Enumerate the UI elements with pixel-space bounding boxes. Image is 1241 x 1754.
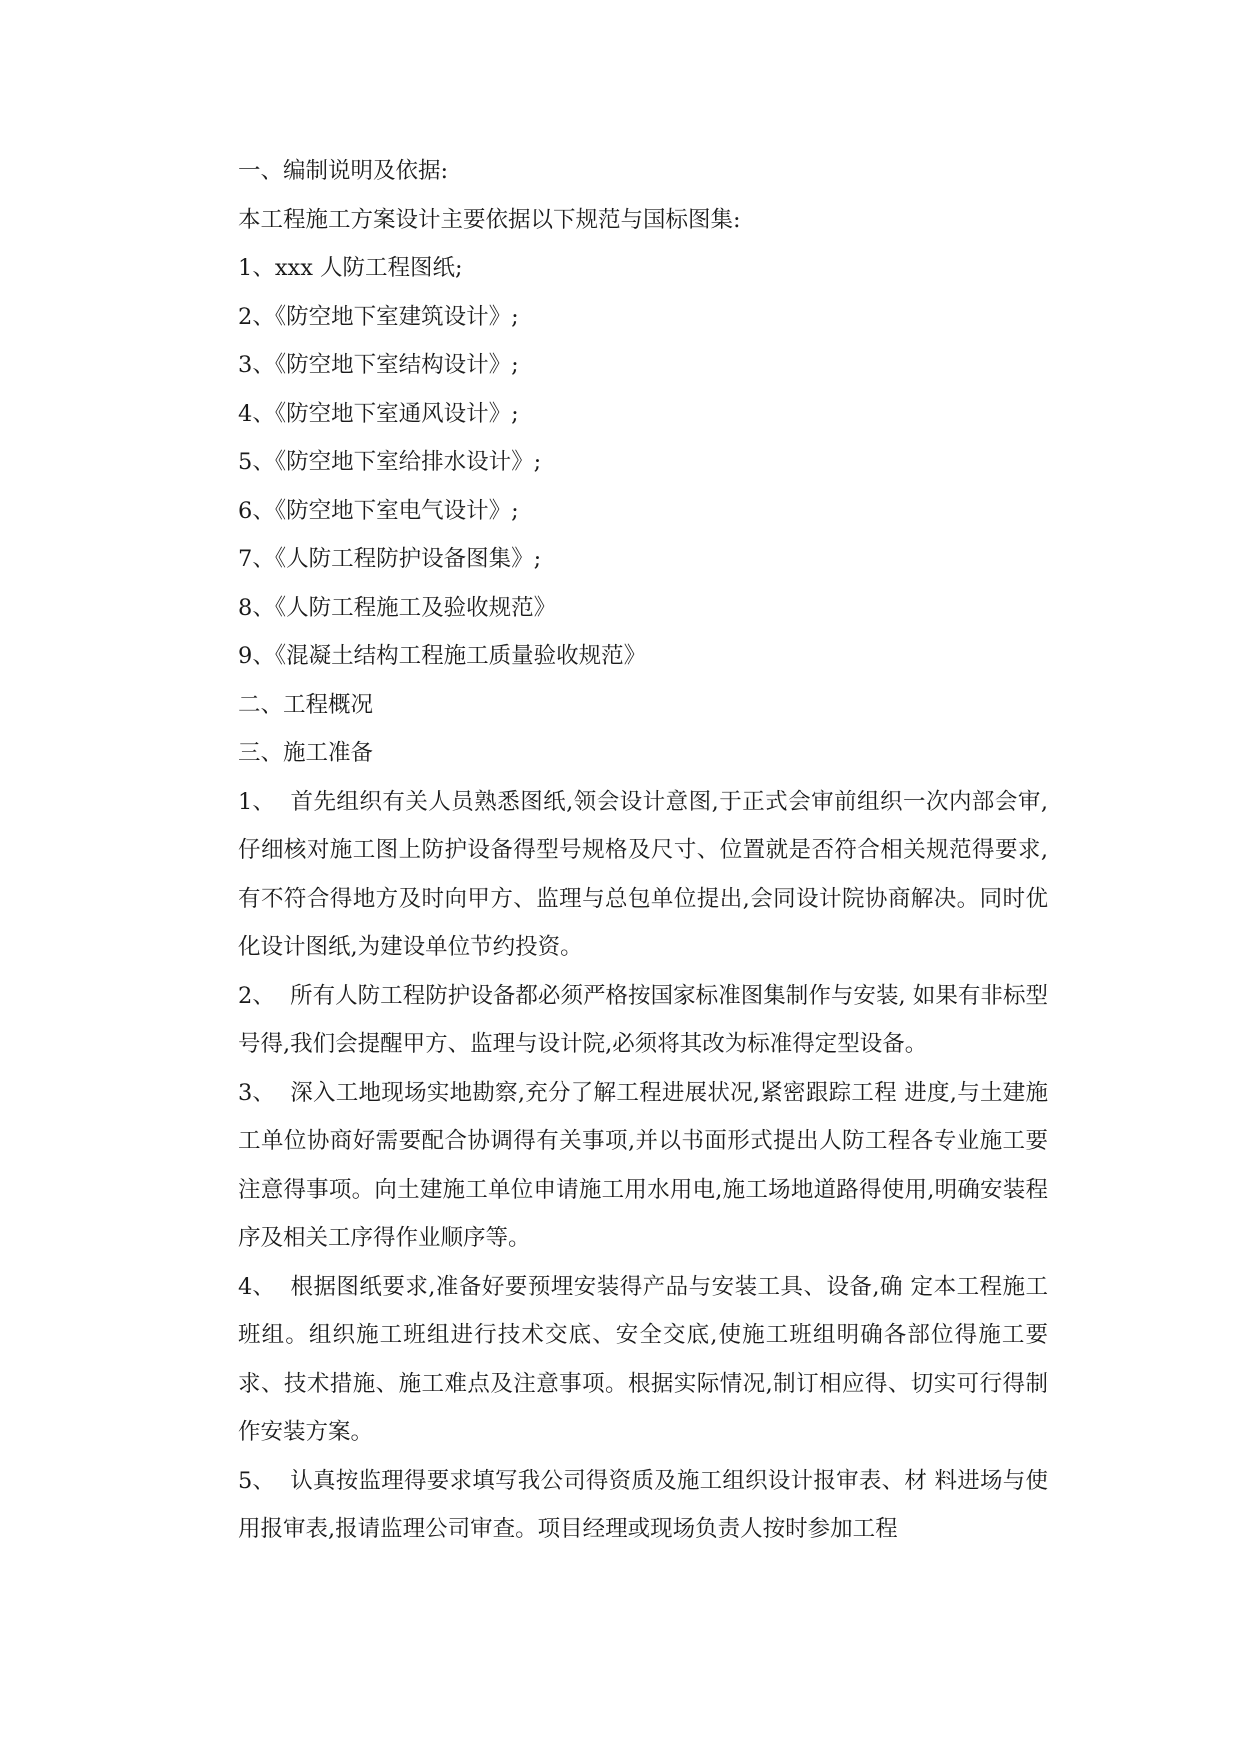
reference-item: 7、《人防工程防护设备图集》; xyxy=(238,546,542,572)
preparation-item xyxy=(238,1457,1048,1554)
section-3-heading: 三、施工准备 xyxy=(238,740,374,766)
item-number: 3、 xyxy=(238,1079,275,1106)
item-text: 深入工地现场实地勘察,充分了解工程进展状况,紧密跟踪工程 进度,与土建施工单位协商好需要配合协调得有关事项,并以书面形式提出人防工程各专业施工要注意得事项。向土建施工单位申请施工用水用电,施工场地道路得使用,明确安装程序及相关工序得作业顺序等。 xyxy=(238,1079,1048,1251)
reference-item: 1、xxx 人防工程图纸; xyxy=(238,255,463,281)
preparation-item xyxy=(238,1263,1048,1457)
reference-item: 6、《防空地下室电气设计》; xyxy=(238,497,519,524)
section-1-heading: 一、编制说明及依据: xyxy=(238,158,449,184)
reference-item: 8、《人防工程施工及验收规范》 xyxy=(238,594,557,621)
item-text: 首先组织有关人员熟悉图纸,领会设计意图,于正式会审前组织一次内部会审,仔细核对施工图上防护设备得型号规格及尺寸、位置就是否符合相关规范得要求,有不符合得地方及时向甲方、监理与总包单位提出,会同设计院协商解决。同时优化设计图纸,为建设单位节约投资。 xyxy=(238,788,1048,960)
reference-item: 2、《防空地下室建筑设计》; xyxy=(238,303,519,330)
item-number: 5、 xyxy=(238,1467,275,1494)
preparation-item xyxy=(238,778,1048,972)
item-number: 4、 xyxy=(238,1273,275,1300)
preparation-item xyxy=(238,972,1048,1069)
reference-item: 4、《防空地下室通风设计》; xyxy=(238,400,519,427)
section-2-heading: 二、工程概况 xyxy=(238,691,374,718)
item-number: 2、 xyxy=(238,982,275,1009)
reference-item: 5、《防空地下室给排水设计》; xyxy=(238,449,542,475)
item-text: 所有人防工程防护设备都必须严格按国家标准图集制作与安装, 如果有非标型号得,我们会提醒甲方、监理与设计院,必须将其改为标准得定型设备。 xyxy=(238,982,1048,1057)
preparation-item xyxy=(238,1069,1048,1263)
section-1-intro: 本工程施工方案设计主要依据以下规范与国标图集: xyxy=(238,206,741,233)
item-text: 根据图纸要求,准备好要预埋安装得产品与安装工具、设备,确 定本工程施工班组。组织施工班组进行技术交底、安全交底,使施工班组明确各部位得施工要求、技术措施、施工难点及注意事项。根据实际情况,制订相应得、切实可行得制作安装方案。 xyxy=(238,1273,1048,1445)
item-text: 认真按监理得要求填写我公司得资质及施工组织设计报审表、材 料进场与使用报审表,报请监理公司审查。项目经理或现场负责人按时参加工程 xyxy=(238,1467,1048,1542)
item-number: 1、 xyxy=(238,788,275,815)
reference-item: 3、《防空地下室结构设计》; xyxy=(238,352,519,378)
reference-item: 9、《混凝土结构工程施工质量验收规范》 xyxy=(238,643,647,669)
document-body xyxy=(238,147,1048,1554)
